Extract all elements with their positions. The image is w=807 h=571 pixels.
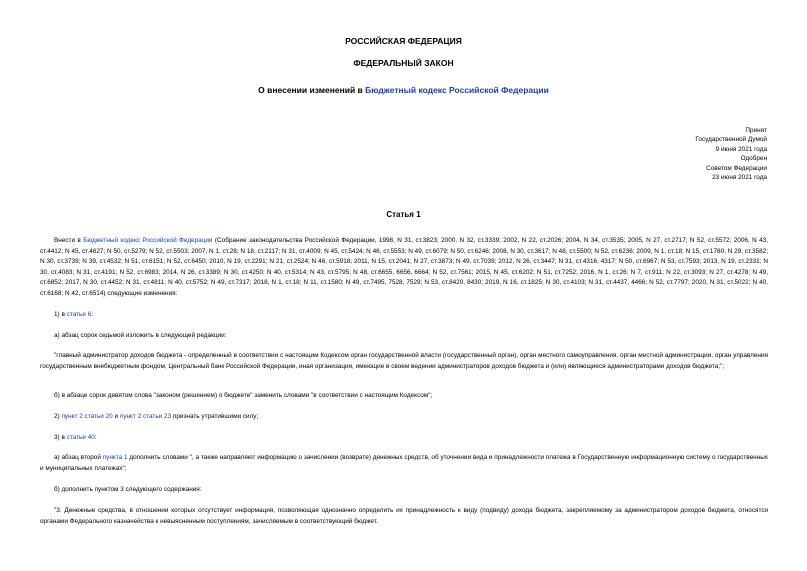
quote-3-paragraph: "3. Денежные средства, в отношении которых отсутствует информация, позволяющая однозначно определить их принадлежность к виду (подвиду) дохода бюджета, закрепляемому за администратором доходов бюджета, относятся органами Федерального казначейства к невыясненным поступлениям, зачисляемым в соответствующий бюджет.: [40, 507, 768, 525]
item-3-prefix: 3) в: [54, 434, 67, 441]
item-1b-paragraph: б) в абзаце сорок девятом слова "законом (решением) о бюджете" заменить словами "в соответствии с настоящим Кодексом";: [54, 392, 433, 399]
intro-budget-code-link[interactable]: Бюджетный кодекс Российской Федерации: [83, 237, 213, 244]
item-3a-rest: дополнить словами ", а также направляют информацию о зачислении (возврате) денежных средств, об уточнении вида и принадлежности платежа в Государственную информационную систему о государственных и муниципальных платежах";: [40, 454, 768, 472]
item-2-suffix: признать утратившими силу;: [171, 413, 259, 420]
budget-code-link[interactable]: Бюджетный кодекс Российской Федерации: [365, 85, 549, 95]
item-1-suffix: :: [91, 311, 94, 318]
quote-1-paragraph: "главный администратор доходов бюджета - определенный в соответствии с настоящим Кодексом орган государственной власти (государственный орган), орган местного самоуправления, орган местной администрации, орган управления государственным внебюджетным фондом, Центральный банк Российской Федерации, иная организация, имеющие в своем ведении администраторов доходов бюджета и (или) являющиеся администраторами доходов бюджета;";: [40, 352, 768, 370]
law-title: [0, 85, 807, 95]
adoption-line-6: 23 июня 2021 года: [712, 174, 767, 182]
law-type-heading: ФЕДЕРАЛЬНЫЙ ЗАКОН: [353, 58, 454, 68]
federation-heading: РОССИЙСКАЯ ФЕДЕРАЦИЯ: [345, 36, 462, 46]
article-20-link[interactable]: пункт 2 статьи 20: [61, 413, 113, 420]
article-heading: Статья 1: [386, 210, 421, 219]
article-40-link[interactable]: статье 40: [66, 434, 95, 441]
item-1-prefix: 1) в: [54, 311, 67, 318]
item-3-paragraph: [40, 433, 768, 444]
adoption-line-2: Государственной Думой: [695, 136, 767, 144]
article-intro-paragraph: [40, 236, 768, 300]
adoption-line-1: Принят: [745, 127, 767, 134]
adoption-line-5: Советом Федерации: [706, 164, 767, 172]
point-1-link[interactable]: пункта 1: [102, 454, 128, 461]
item-2-paragraph: [40, 412, 768, 423]
item-2-prefix: 2): [54, 413, 62, 420]
intro-prefix: Внести в: [54, 237, 84, 244]
item-2-mid: и: [112, 413, 120, 420]
article-6-link[interactable]: статье 6: [66, 311, 92, 318]
item-1-paragraph: [40, 310, 768, 321]
item-3a-paragraph: [40, 453, 768, 474]
item-3-suffix: :: [94, 434, 97, 441]
adoption-line-3: 9 июня 2021 года: [715, 145, 767, 153]
item-3b-paragraph: б) дополнить пунктом 3 следующего содержания:: [54, 486, 202, 493]
article-23-link[interactable]: пункт 2 статьи 23: [119, 413, 172, 420]
item-3a-prefix: а) абзац второй: [54, 454, 103, 461]
intro-rest: (Собрание законодательства Российской Федерации, 1998, N 31, ст.3823; 2000, N 32, ст.3339; 2002, N 22, ст.2026; 2004, N 34, ст.3535; 2005, N 27, ст.2717; N 52, ст.5572; 2006, N 43, ст.4412; N 45, ст.4627; N 50, ст.5279; N 52, ст.5503; 2007, N 1, ст.28; N 18, ст.2117; N 31, ст.4009; N 45, ст.5424; N 46, ст.5553; N 49, ст.6079; N 50, ст.6246; 2008, N 30, ст.3617; N 48, ст.5500; N 52, ст.6236; 2009, N 1, ст.18; N 15, ст.1780; N 29, ст.3582; N 30, ст.3739; N 39, ст.4532; N 51, ст.6151; N 52, ст.6450; 2010, N 19, ст.2291; N 21, ст.2524; N 46, ст.5918; 2011, N 15, ст.2041; N 27, ст.3873; N 49, ст.7039; 2012, N 26, ст.3447; N 31, ст.4316, 4317; N 50, ст.6967; N 53, ст.7593; 2013, N 19, ст.2331; N 30, ст.4083; N 31, ст.4191; N 52, ст.6983; 2014, N 26, ст.3389; N 30, ст.4250; N 40, ст.5314; N 43, ст.5795; N 48, ст.6655, 6656, 6664; N 52, ст.7561; 2015, N 45, ст.6202; N 51, ст.7252; 2016, N 1, ст.26; N 7, ст.911; N 22, ст.3093; N 27, ст.4278; N 49, ст.6852; 2017, N 30, ст.4452; N 31, ст.4811; N 40, ст.5752; N 49, ст.7317; 2018, N 1, ст.18; N 11, ст.1580; N 49, ст.7495, 7528, 7529; N 53, ст.8420, 8430; 2019, N 16, ст.1825; N 30, ст.4103; N 31, ст.4437, 4466; N 52, ст.7797; 2020, N 31, ст.5022; N 40, ст.6168; N 42, ст.6514) следующие изменения:: [40, 237, 768, 297]
adoption-line-4: Одобрен: [740, 155, 767, 163]
adoption-block: [695, 126, 767, 182]
law-title-prefix: О внесении изменений в: [258, 85, 366, 95]
item-1a-paragraph: а) абзац сорок седьмой изложить в следующей редакции:: [54, 332, 227, 339]
